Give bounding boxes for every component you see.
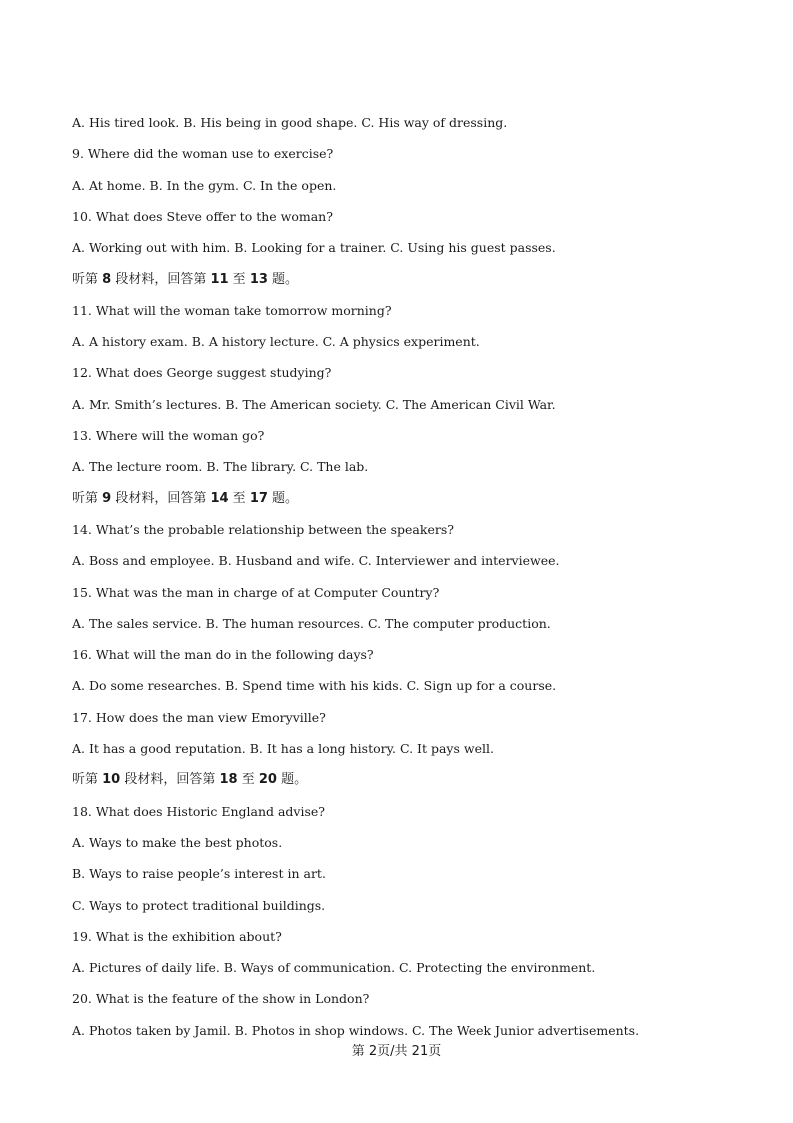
options-line: A. Ways to make the best photos. [72,834,283,850]
options-line: A. Pictures of daily life. B. Ways of communication. C. Protecting the environment. [72,960,596,976]
heading-text: 至 [228,271,250,287]
heading-number: 20 [258,772,277,788]
heading-number: 11 [210,271,229,287]
heading-number: 8 [102,271,112,287]
section-heading [72,491,298,507]
question-line: 9. Where did the woman use to exercise? [72,146,334,162]
question-line: 12. What does George suggest studying? [72,365,332,381]
heading-text: 听第 [72,271,103,287]
heading-number: 14 [210,490,229,506]
question-line: 20. What is the feature of the show in London? [72,991,370,1007]
options-line: A. Mr. Smith’s lectures. B. The American society. C. The American Civil War. [72,396,556,412]
section-heading [72,772,307,788]
heading-text: 题。 [267,271,299,287]
heading-text: 题。 [267,490,299,506]
question-line: 15. What was the man in charge of at Computer Country? [72,584,440,600]
question-line: 13. Where will the woman go? [72,428,265,443]
options-line: A. His tired look. B. His being in good shape. C. His way of dressing. [72,115,508,130]
options-line: A. The lecture room. B. The library. C. The lab. [72,459,369,475]
heading-text: 段材料，回答第 [111,271,211,287]
options-line: A. The sales service. B. The human resources. C. The computer production. [72,615,551,631]
options-line: A. Do some researches. B. Spend time with his kids. C. Sign up for a course. [72,678,557,694]
heading-number: 9 [102,490,112,506]
heading-text: 听第 [72,490,103,506]
options-line: A. Working out with him. B. Looking for a trainer. C. Using his guest passes. [72,240,556,256]
question-line: 18. What does Historic England advise? [72,803,326,819]
heading-number: 18 [219,772,238,788]
question-line: 10. What does Steve offer to the woman? [72,208,333,224]
question-line: 17. How does the man view Emoryville? [72,709,326,725]
heading-number: 10 [102,772,121,788]
heading-text: 段材料，回答第 [120,772,220,788]
heading-text: 听第 [72,772,103,788]
question-line: 16. What will the man do in the following days? [72,647,374,663]
options-line: A. Boss and employee. B. Husband and wife. C. Interviewer and interviewee. [72,553,560,569]
section-heading [72,272,298,288]
options-line: B. Ways to raise people’s interest in art. [72,866,326,882]
page-footer: 第 2页/共 21页 [351,1044,442,1059]
heading-text: 段材料，回答第 [111,490,211,506]
options-line: A. Photos taken by Jamil. B. Photos in shop windows. C. The Week Junior advertisements. [72,1022,640,1038]
document-page [72,0,762,1123]
options-line: A. A history exam. B. A history lecture. C. A physics experiment. [72,334,480,350]
options-line: A. At home. B. In the gym. C. In the open. [72,177,337,193]
heading-text: 至 [228,490,250,506]
question-line: 19. What is the exhibition about? [72,928,282,944]
heading-text: 至 [237,772,259,788]
options-line: C. Ways to protect traditional buildings. [72,897,326,913]
options-line: A. It has a good reputation. B. It has a long history. C. It pays well. [72,741,494,756]
heading-number: 17 [249,490,268,506]
heading-number: 13 [249,271,268,287]
question-line: 11. What will the woman take tomorrow morning? [72,302,392,318]
heading-text: 题。 [276,772,308,788]
question-line: 14. What’s the probable relationship between the speakers? [72,521,454,537]
